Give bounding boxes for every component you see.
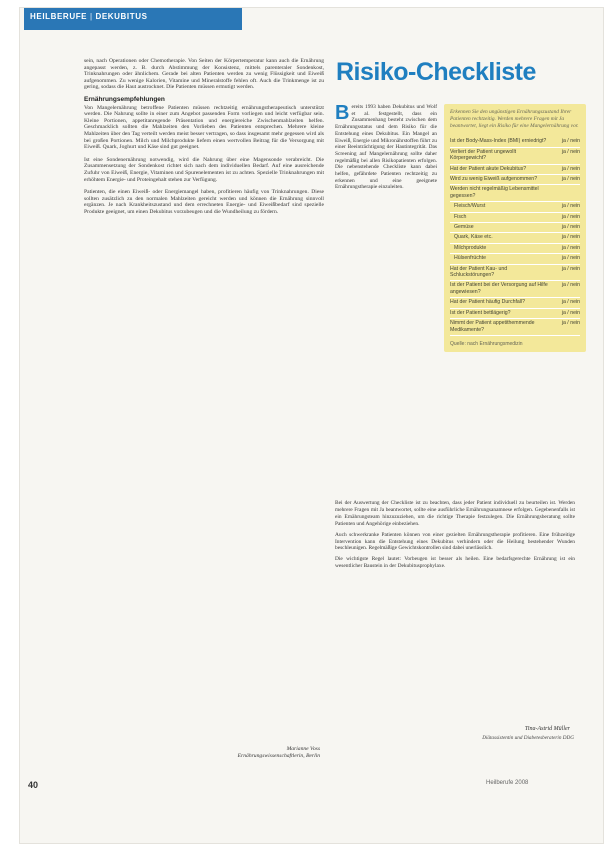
checklist-row: [450, 223, 580, 233]
checklist-question: Hat der Patient akute Dekubitus?: [450, 165, 527, 172]
left-paragraph-4: Patienten, die einen Eiweiß- oder Energiemangel haben, profitieren häufig von Trinknahrungen. Diese sollten zusätzlich zu den normalen Mahlzeiten gereicht werden und können die Ernährung sinnvoll ergänzen. Je nach Krankheitszustand und dem errechneten Energie- und Eiweißbedarf sind spezielle Produkte geeignet, um einen Dekubitus vorzubeugen und die Wundheilung zu fördern.: [84, 189, 324, 215]
checklist-source: Quelle: nach Ernährungsmedizin: [450, 340, 523, 347]
checklist-row: [450, 254, 580, 264]
right-bottom-text: [335, 500, 575, 574]
section-label: HEILBERUFE: [30, 12, 88, 21]
checklist-answer-options: ja / nein: [561, 213, 580, 220]
checklist-answer-options: ja / nein: [561, 165, 580, 172]
rubric-label: DEKUBITUS: [95, 12, 148, 21]
checklist-question: Gemüse: [454, 224, 474, 231]
right-intro-text: ereits 1993 haben Dekubitus und Wolf et al. festgestellt, dass ein Zusammenhang besteht zwischen dem Ernährungsstatus und dem Risiko für die Entstehung eines Dekubitus. Ein Mangel an Eiweiß, Energie und Mikronährstoffen führt zu einer Beeinträchtigung der Hautintegrität. Das Screening auf Mangelernährung sollte daher regelmäßig bei allen Risikopatienten erfolgen. Die nebenstehende Checkliste kann dabei helfen, gefährdete Patienten rechtzeitig zu erkennen und eine geeignete Ernährungstherapie einzuleiten.: [335, 104, 437, 191]
checklist-row: [450, 233, 580, 243]
checklist-question: Wird zu wenig Eiweiß aufgenommen?: [450, 176, 538, 183]
checklist-answer-options: ja / nein: [561, 148, 580, 155]
journal-footer: Heilberufe 2008: [486, 780, 529, 786]
checklist-row: [450, 244, 580, 254]
checklist-answer-options: ja / nein: [561, 138, 580, 145]
checklist-row: [450, 137, 580, 147]
checklist-row: [450, 148, 580, 165]
left-paragraph-1: sein, nach Operationen oder Chemotherapie. Von Seiten der Körpertemperatur kann auch die Ernährung angepasst werden, z. B. durch Abstimmung der Konsistenz, mittels parenteraler Sondenkost, Trinknahrungen oder ähnlichem. Gerade bei alten Patienten werden zu wenig Flüssigkeit und Eiweiß aufgenommen. Zu wenige Kalorien, Vitamine und Mineralstoffe fehlen oft. Auch die Trinkmenge ist zu gering, sodass die Haut austrocknet. Die Patienten müssen ermutigt werden.: [84, 58, 324, 91]
left-paragraph-2: Von Mangelernährung betroffene Patienten müssen rechtzeitig ernährungstherapeutisch unterstützt werden. Die Nahrung sollte in einer zum Angebot passenden Form vorliegen und leicht verfügbar sein. Kleine Portionen, appetitanregende Präsentation und energiereiche Zwischenmahlzeiten helfen. Geschmacklich sollten die Mahlzeiten den Vorlieben des Patienten entsprechen. Mehrere kleine Mahlzeiten über den Tag verteilt werden meist besser vertragen, so dass insgesamt mehr gegessen wird als bei großen Portionen. Milch und Milchprodukte liefern einen wertvollen Beitrag für die Versorgung mit Eiweiß. Quark, Joghurt und Käse sind gut geeignet.: [84, 104, 324, 151]
page-number: 40: [28, 780, 39, 790]
bottom-paragraph-2: Auch schwerkranke Patienten können von einer gezielten Ernährungstherapie profitieren. Eine frühzeitige Intervention kann die Entstehung eines Dekubitus verhindern oder die Heilung bestehender Wunden beschleunigen. Regelmäßige Gewichtskontrollen sind dabei unerlässlich.: [335, 531, 575, 552]
risk-checklist-box: [444, 104, 586, 352]
checklist-answer-options: ja / nein: [561, 299, 580, 306]
checklist-row: [450, 281, 580, 298]
checklist-question: Milchprodukte: [454, 244, 487, 251]
left-author-credit: [200, 746, 320, 760]
checklist-answer-options: ja / nein: [561, 265, 580, 272]
bottom-paragraph-1: Bei der Auswertung der Checkliste ist zu beachten, dass jeder Patient individuell zu beurteilen ist. Werden mehrere Fragen mit Ja beantwortet, sollte eine ausführliche Ernährungsanamnese erfolgen. Gegebenenfalls ist ein Ernährungsteam hinzuzuziehen, um die richtige Therapie festzulegen. Die Ernährungsberatung sollte Patienten und Angehörige einbeziehen.: [335, 500, 575, 527]
checklist-intro: Erkennen Sie den ungünstigen Ernährungszustand Ihrer Patienten rechtzeitig. Werden mehrere Fragen mit Ja beantwortet, liegt ein Risiko für eine Mangelernährung vor.: [450, 109, 579, 129]
checklist-row: [450, 175, 580, 185]
checklist-answer-options: ja / nein: [561, 234, 580, 241]
checklist-answer-options: ja / nein: [561, 282, 580, 289]
checklist-question: Hülsenfrüchte: [454, 255, 487, 262]
checklist-row: [450, 319, 580, 336]
checklist-answer-options: ja / nein: [561, 309, 580, 316]
subheading-nutrition: Ernährungsempfehlungen: [84, 95, 165, 103]
checklist-question: Fleisch/Wurst: [454, 203, 486, 210]
checklist-question: Ist der Body-Mass-Index (BMI) erniedrigt?: [450, 138, 547, 145]
bottom-paragraph-3: Die wichtigste Regel lautet: Vorbeugen ist besser als heilen. Eine bedarfsgerechte Ernährung ist ein wesentlicher Baustein in der Dekubitusprophylaxe.: [335, 556, 575, 570]
checklist-question: Hat der Patient Kau- und Schluckstörungen?: [450, 265, 508, 279]
checklist-row: [450, 185, 580, 202]
left-author-name: Marianne Voss: [286, 746, 320, 752]
checklist-row: [450, 298, 580, 308]
checklist-question: Quark, Käse etc.: [454, 234, 493, 241]
checklist-question: Hat der Patient häufig Durchfall?: [450, 299, 525, 306]
checklist-answer-options: ja / nein: [561, 224, 580, 231]
right-author-name: Tina-Astrid Müller: [524, 726, 570, 732]
checklist-answer-options: ja / nein: [561, 244, 580, 251]
checklist-question: Ist der Patient bettlägerig?: [450, 309, 511, 316]
right-intro-column: [335, 104, 437, 191]
checklist-question: Ist der Patient bei der Versorgung auf Hilfe angewiesen?: [450, 282, 548, 295]
checklist-answer-options: ja / nein: [561, 255, 580, 262]
checklist-question: Nimmt der Patient appetithemmende Medikamente?: [450, 320, 535, 333]
left-article-column: [84, 58, 324, 221]
checklist-answer-options: ja / nein: [561, 320, 580, 327]
checklist-row: [450, 165, 580, 175]
checklist-answer-options: ja / nein: [561, 203, 580, 210]
left-paragraph-3: Ist eine Sondenernährung notwendig, wird die Nahrung über eine Magensonde verabreicht. Die Zusammensetzung der Sondenkost richtet sich nach dem individuellen Bedarf. Auf eine ausreichende Zufuhr von Eiweiß, Energie, Vitaminen und Spurenelementen ist zu achten. Spezielle Trinknahrungen mit erhöhtem Energie- und Proteingehalt stehen zur Verfügung.: [84, 156, 324, 183]
checklist-question: Werden nicht regelmäßig Lebensmittel gegessen?: [450, 186, 539, 199]
checklist-rows: [450, 137, 580, 336]
checklist-answer-options: ja / nein: [561, 176, 580, 183]
section-header: [30, 12, 148, 21]
checklist-question: Verliert der Patient ungewollt Körpergewicht?: [450, 148, 517, 162]
left-author-role: Ernährungswissenschaftlerin, Berlin: [237, 753, 320, 759]
checklist-question: Fisch: [454, 213, 467, 220]
checklist-row: [450, 265, 580, 282]
checklist-row: [450, 309, 580, 319]
header-separator: |: [89, 12, 93, 21]
checklist-title: Risiko-Checkliste: [336, 58, 536, 86]
checklist-row: [450, 202, 580, 212]
checklist-row: [450, 213, 580, 223]
drop-cap: B: [335, 102, 350, 124]
right-author-role: Diätassistentin und Diabetesberaterin DDG: [482, 735, 574, 741]
